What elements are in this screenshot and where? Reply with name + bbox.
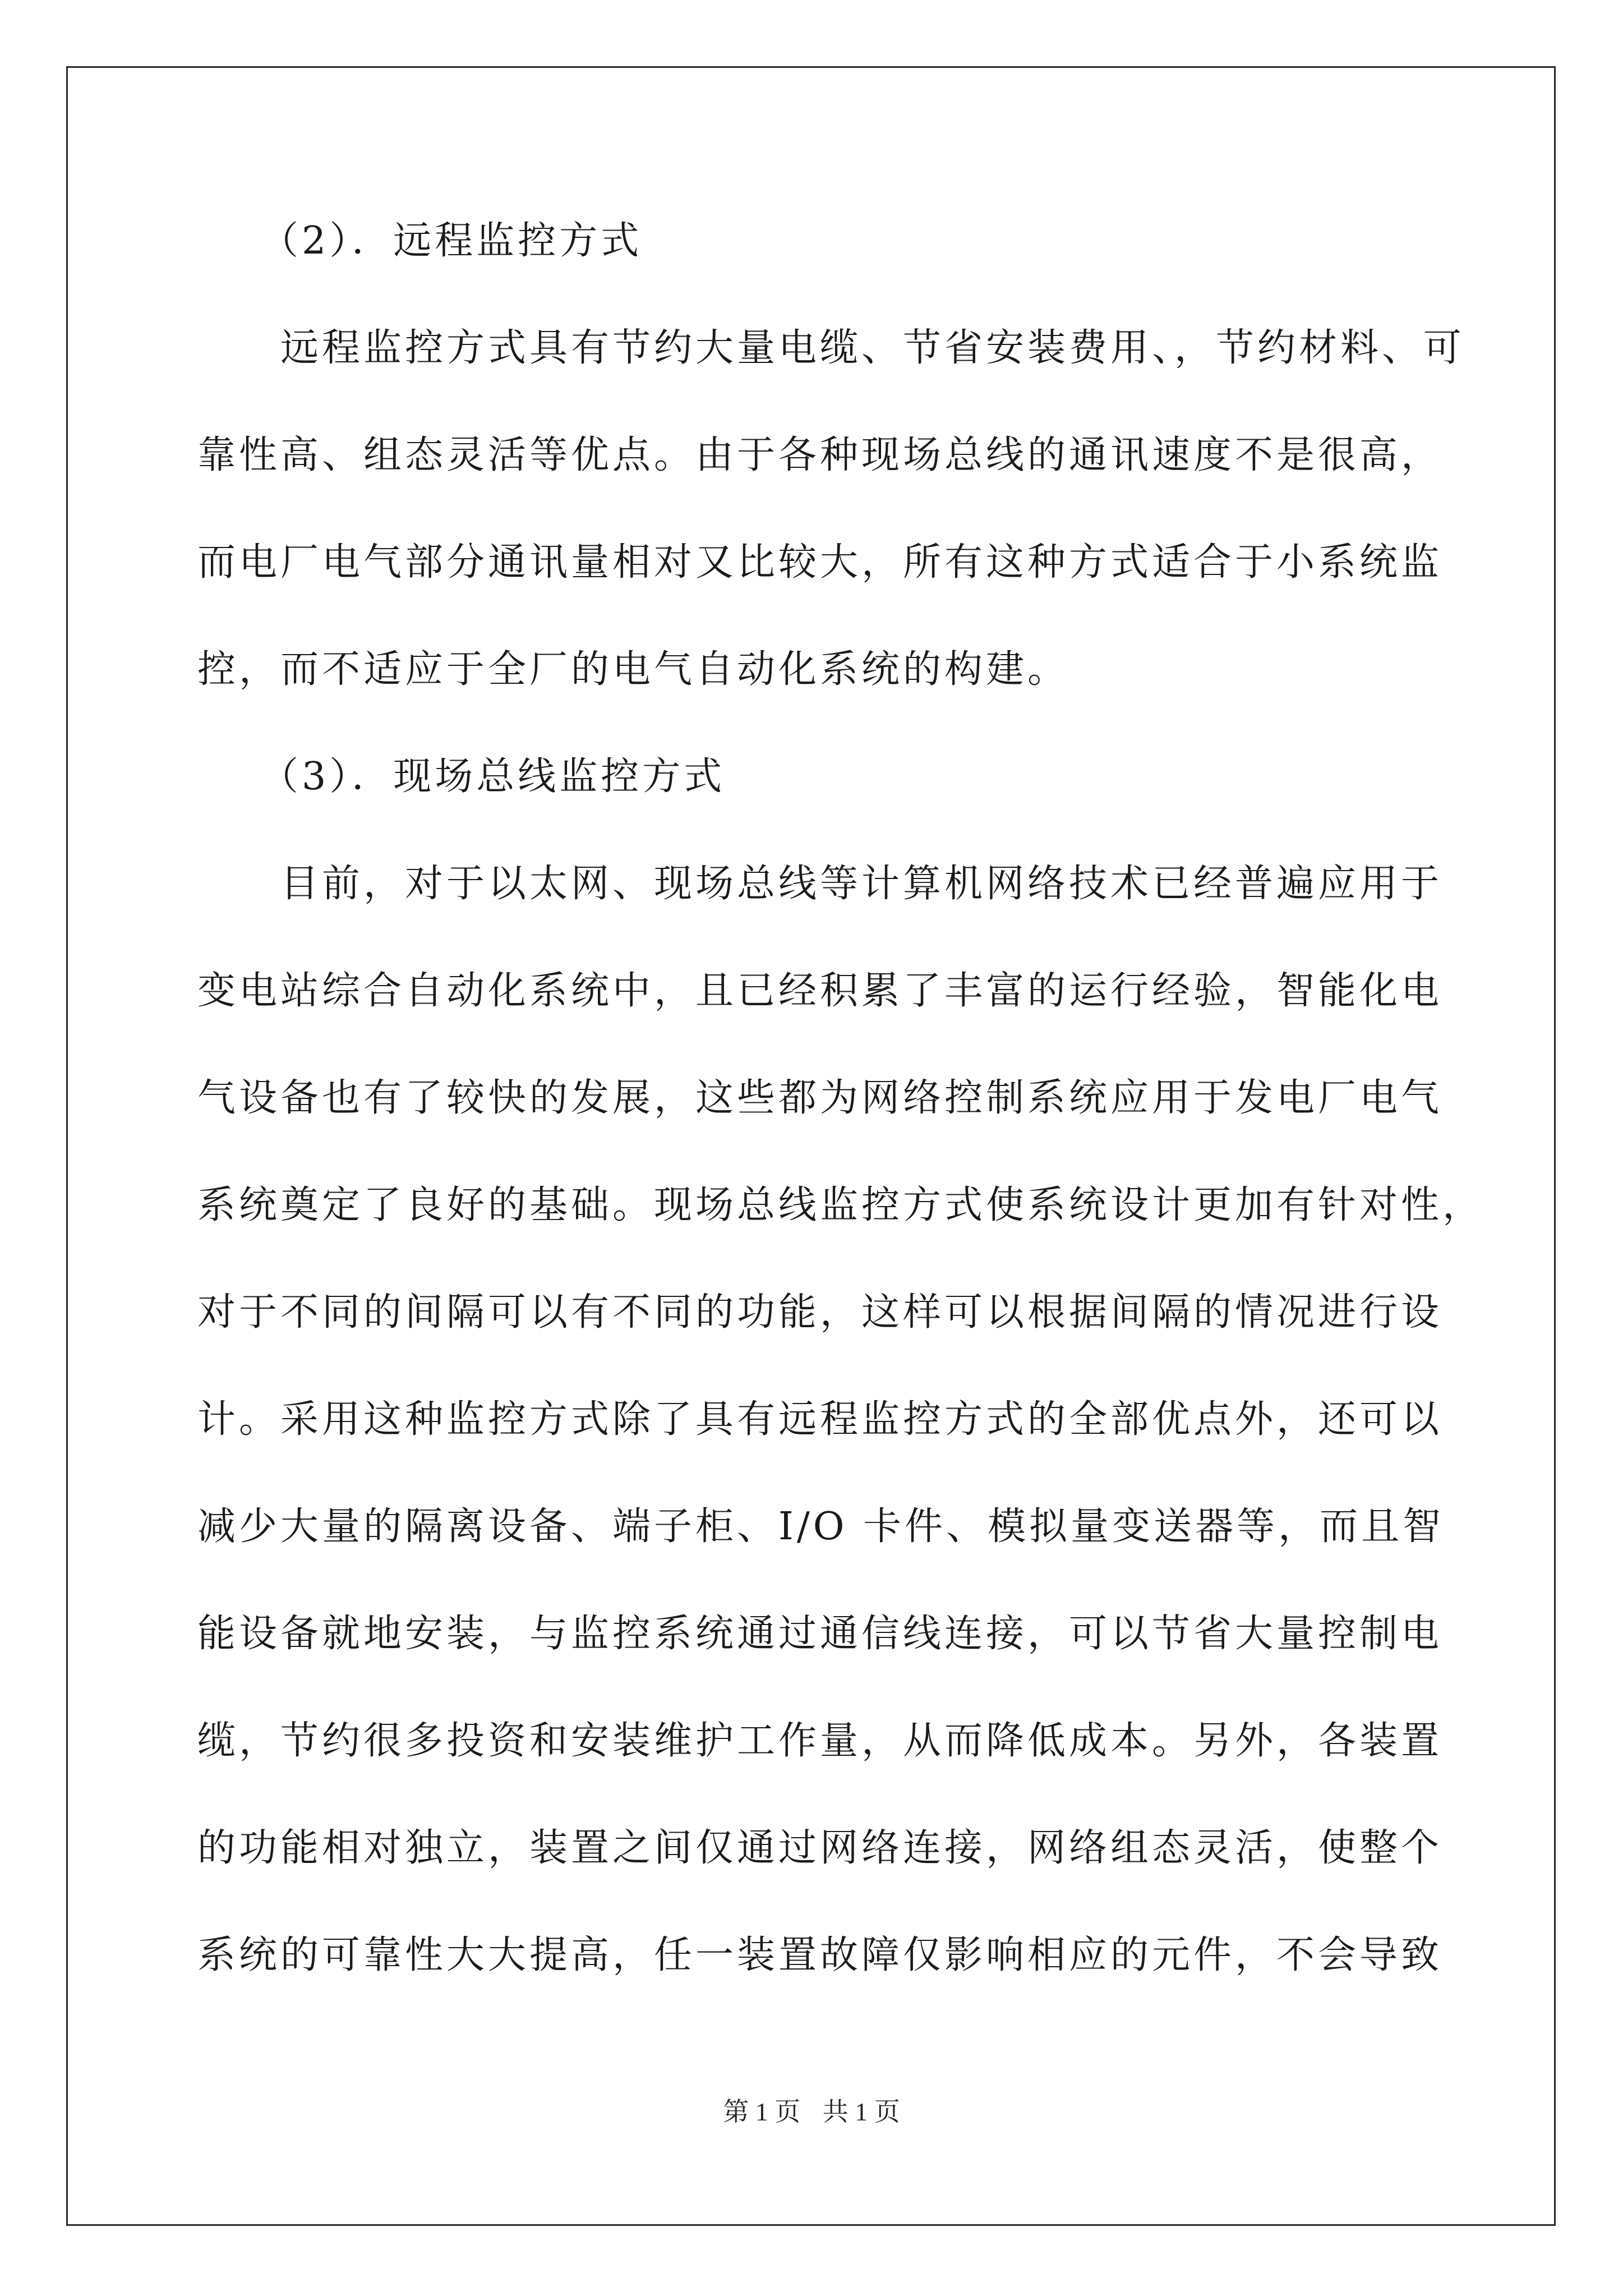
paragraph-line: 系统奠定了良好的基础。现场总线监控方式使系统设计更加有针对性， [197, 1183, 1484, 1227]
page-footer [0, 2096, 1623, 2128]
paragraph-line: 气设备也有了较快的发展，这些都为网络控制系统应用于发电厂电气 [197, 1076, 1443, 1120]
paragraph-line: 减少大量的隔离设备、端子柜、I/O 卡件、模拟量变送器等，而且智 [197, 1504, 1445, 1549]
paragraph-line: 能设备就地安装，与监控系统通过通信线连接，可以节省大量控制电 [197, 1612, 1443, 1656]
paragraph-line: 变电站综合自动化系统中，且已经积累了丰富的运行经验，智能化电 [197, 969, 1443, 1013]
paragraph-line: 对于不同的间隔可以有不同的功能，这样可以根据间隔的情况进行设 [197, 1290, 1443, 1335]
paragraph-line: 系统的可靠性大大提高，任一装置故障仅影响相应的元件，不会导致 [197, 1933, 1443, 1977]
paragraph-line: 计。采用这种监控方式除了具有远程监控方式的全部优点外，还可以 [197, 1397, 1443, 1442]
paragraph-line: 缆，节约很多投资和安装维护工作量，从而降低成本。另外，各装置 [197, 1719, 1443, 1763]
paragraph-line: 控，而不适应于全厂的电气自动化系统的构建。 [197, 647, 1069, 692]
page-border [66, 66, 1556, 2226]
paragraph-line: 远程监控方式具有节约大量电缆、节省安装费用、，节约材料、可 [280, 326, 1465, 370]
paragraph-line: 靠性高、组态灵活等优点。由于各种现场总线的通讯速度不是很高， [197, 433, 1443, 477]
page-number: 第 1 页 [723, 2097, 801, 2126]
paragraph-line: 目前，对于以太网、现场总线等计算机网络技术已经普遍应用于 [280, 862, 1443, 906]
paragraph-line: 的功能相对独立，装置之间仅通过网络连接，网络组态灵活，使整个 [197, 1826, 1443, 1870]
total-pages: 共 1 页 [822, 2097, 900, 2126]
section-heading-fieldbus-monitoring: （3）．现场总线监控方式 [260, 754, 726, 799]
section-heading-remote-monitoring: （2）．远程监控方式 [260, 219, 643, 263]
paragraph-line: 而电厂电气部分通讯量相对又比较大，所有这种方式适合于小系统监 [197, 540, 1443, 585]
